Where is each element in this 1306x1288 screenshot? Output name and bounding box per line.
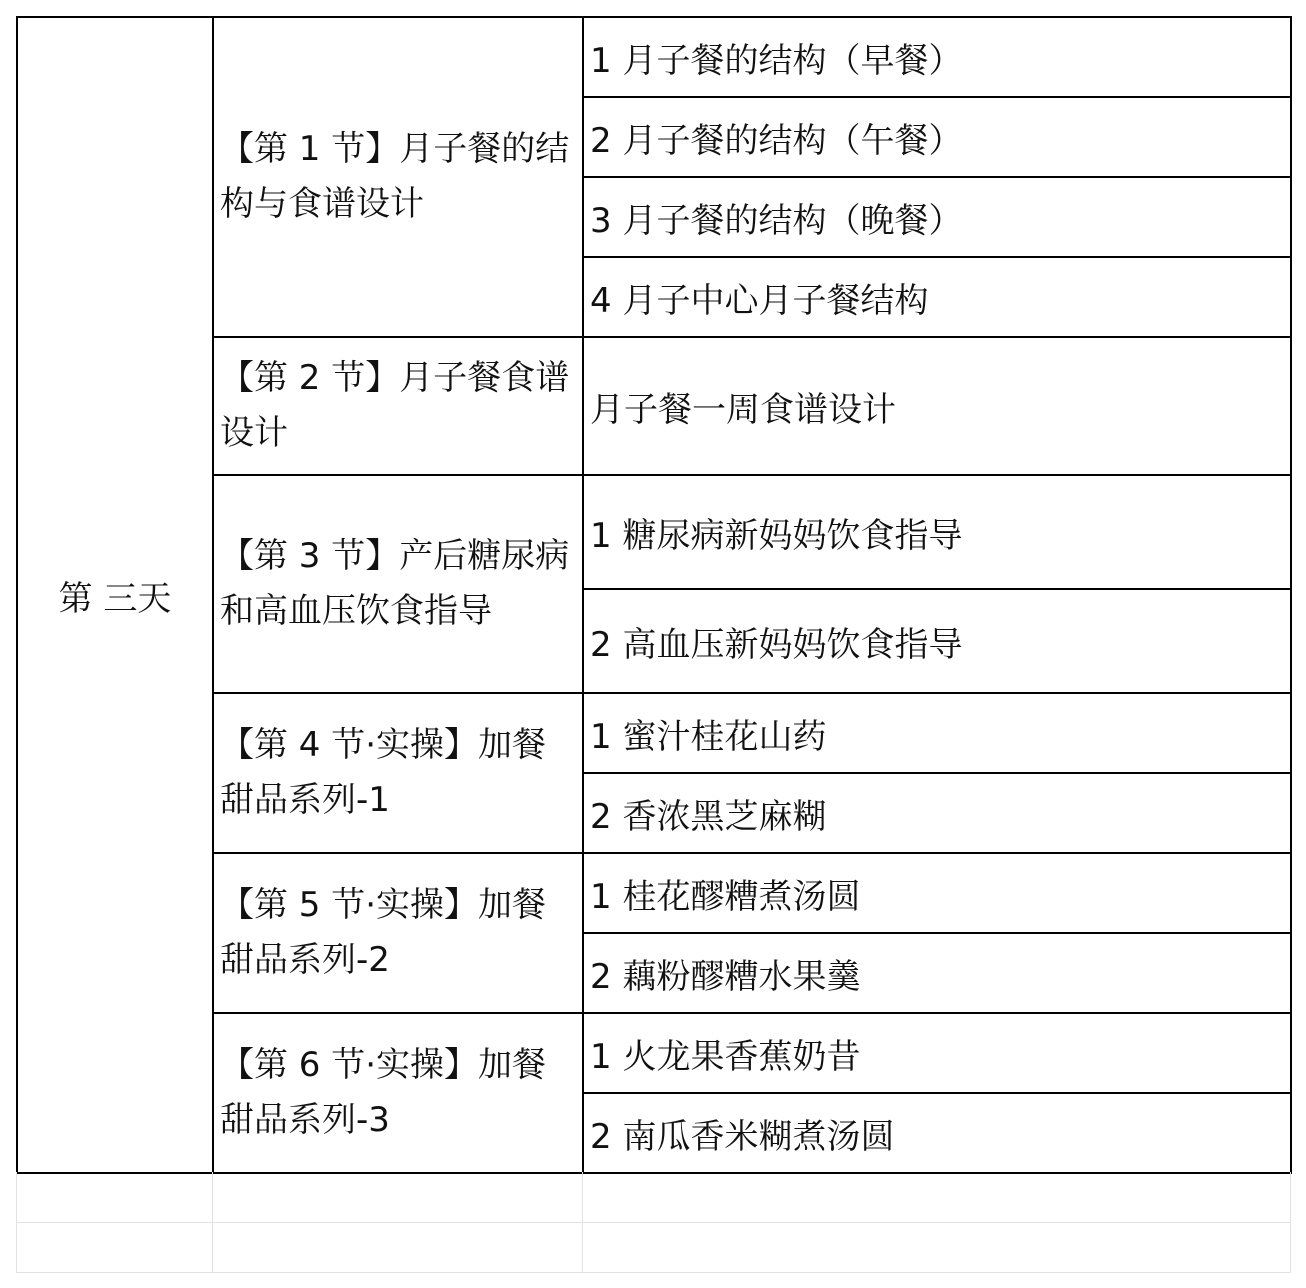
section-item: 2 香浓黑芝麻糊 [583, 773, 1291, 853]
section-title: 【第 5 节·实操】加餐甜品系列-2 [213, 853, 583, 1013]
section-item: 1 桂花醪糟煮汤圆 [583, 853, 1291, 933]
empty-cell [17, 1172, 213, 1222]
section-item: 4 月子中心月子餐结构 [583, 257, 1291, 337]
empty-grid-rows [16, 1172, 1291, 1273]
section-item: 2 藕粉醪糟水果羹 [583, 933, 1291, 1013]
empty-cell [583, 1172, 1291, 1222]
schedule-table [16, 16, 1292, 1174]
section-item: 2 南瓜香米糊煮汤圆 [583, 1093, 1291, 1173]
section-item: 月子餐一周食谱设计 [583, 337, 1291, 475]
section-title: 【第 3 节】产后糖尿病和高血压饮食指导 [213, 475, 583, 693]
section-title: 【第 4 节·实操】加餐甜品系列-1 [213, 693, 583, 853]
empty-cell [213, 1172, 583, 1222]
section-item: 3 月子餐的结构（晚餐） [583, 177, 1291, 257]
section-title: 【第 6 节·实操】加餐甜品系列-3 [213, 1013, 583, 1173]
section-title: 【第 2 节】月子餐食谱设计 [213, 337, 583, 475]
section-item: 1 蜜汁桂花山药 [583, 693, 1291, 773]
empty-cell [17, 1222, 213, 1272]
section-item: 1 月子餐的结构（早餐） [583, 17, 1291, 97]
day-cell: 第 三天 [17, 17, 213, 1173]
empty-cell [213, 1222, 583, 1272]
section-item: 1 火龙果香蕉奶昔 [583, 1013, 1291, 1093]
section-title: 【第 1 节】月子餐的结构与食谱设计 [213, 17, 583, 337]
empty-cell [583, 1222, 1291, 1272]
section-item: 2 高血压新妈妈饮食指导 [583, 589, 1291, 693]
section-item: 1 糖尿病新妈妈饮食指导 [583, 475, 1291, 589]
section-item: 2 月子餐的结构（午餐） [583, 97, 1291, 177]
